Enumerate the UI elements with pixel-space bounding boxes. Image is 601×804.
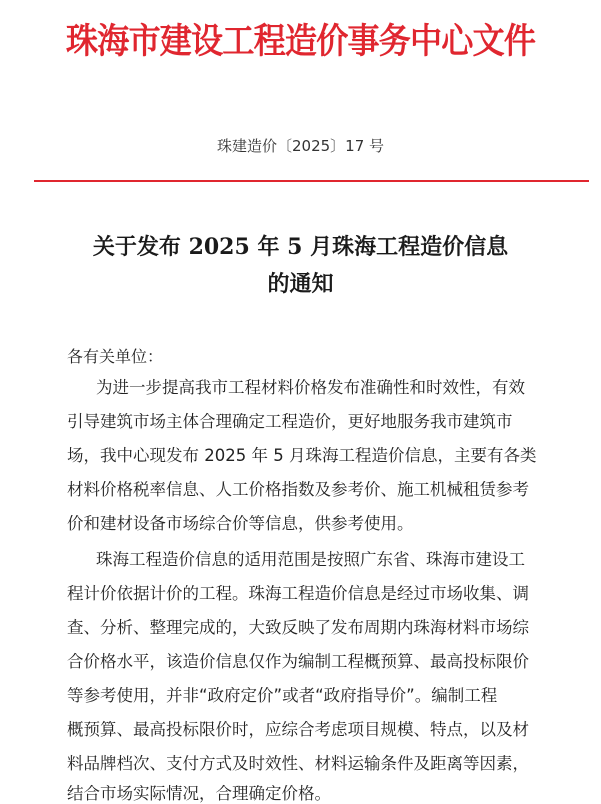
- red-divider: [34, 180, 589, 182]
- notice-title-line-1: 关于发布 2025 年 5 月珠海工程造价信息: [92, 234, 509, 260]
- salutation: 各有关单位：: [67, 347, 164, 366]
- paragraph-2-line: 概预算、最高投标限价时，应综合考虑项目规模、特点，以及材: [67, 720, 529, 739]
- paragraph-1-line: 材料价格税率信息、人工价格指数及参考价、施工机械租赁参考: [67, 480, 529, 499]
- paragraph-1-line: 价和建材设备市场综合价等信息，供参考使用。: [67, 514, 414, 533]
- paragraph-2-line: 程计价依据计价的工程。珠海工程造价信息是经过市场收集、调: [67, 584, 529, 603]
- paragraph-1-line: 为进一步提高我市工程材料价格发布准确性和时效性，有效: [96, 378, 525, 397]
- document-number: 珠建造价〔2025〕17 号: [216, 137, 385, 155]
- paragraph-1-line: 引导建筑市场主体合理确定工程造价，更好地服务我市建筑市: [67, 412, 513, 431]
- paragraph-2-line: 查、分析、整理完成的，大致反映了发布周期内珠海材料市场综: [67, 618, 529, 637]
- paragraph-2-line: 料品牌档次、支付方式及时效性、材料运输条件及距离等因素，: [67, 754, 529, 773]
- paragraph-2-line: 结合市场实际情况，合理确定价格。: [67, 784, 331, 803]
- notice-title-line-2: 的通知: [267, 271, 334, 297]
- issuing-agency-header: 珠海市建设工程造价事务中心文件: [65, 21, 536, 62]
- paragraph-2-line: 珠海工程造价信息的适用范围是按照广东省、珠海市建设工: [96, 550, 525, 569]
- notice-title: [0, 229, 601, 303]
- paragraph-1-line: 场，我中心现发布 2025 年 5 月珠海工程造价信息，主要有各类: [67, 446, 537, 465]
- paragraph-2-line: 合价格水平，该造价信息仅作为编制工程概预算、最高投标限价: [67, 652, 529, 671]
- paragraph-2-line: 等参考使用，并非“政府定价”或者“政府指导价”。编制工程: [67, 686, 498, 705]
